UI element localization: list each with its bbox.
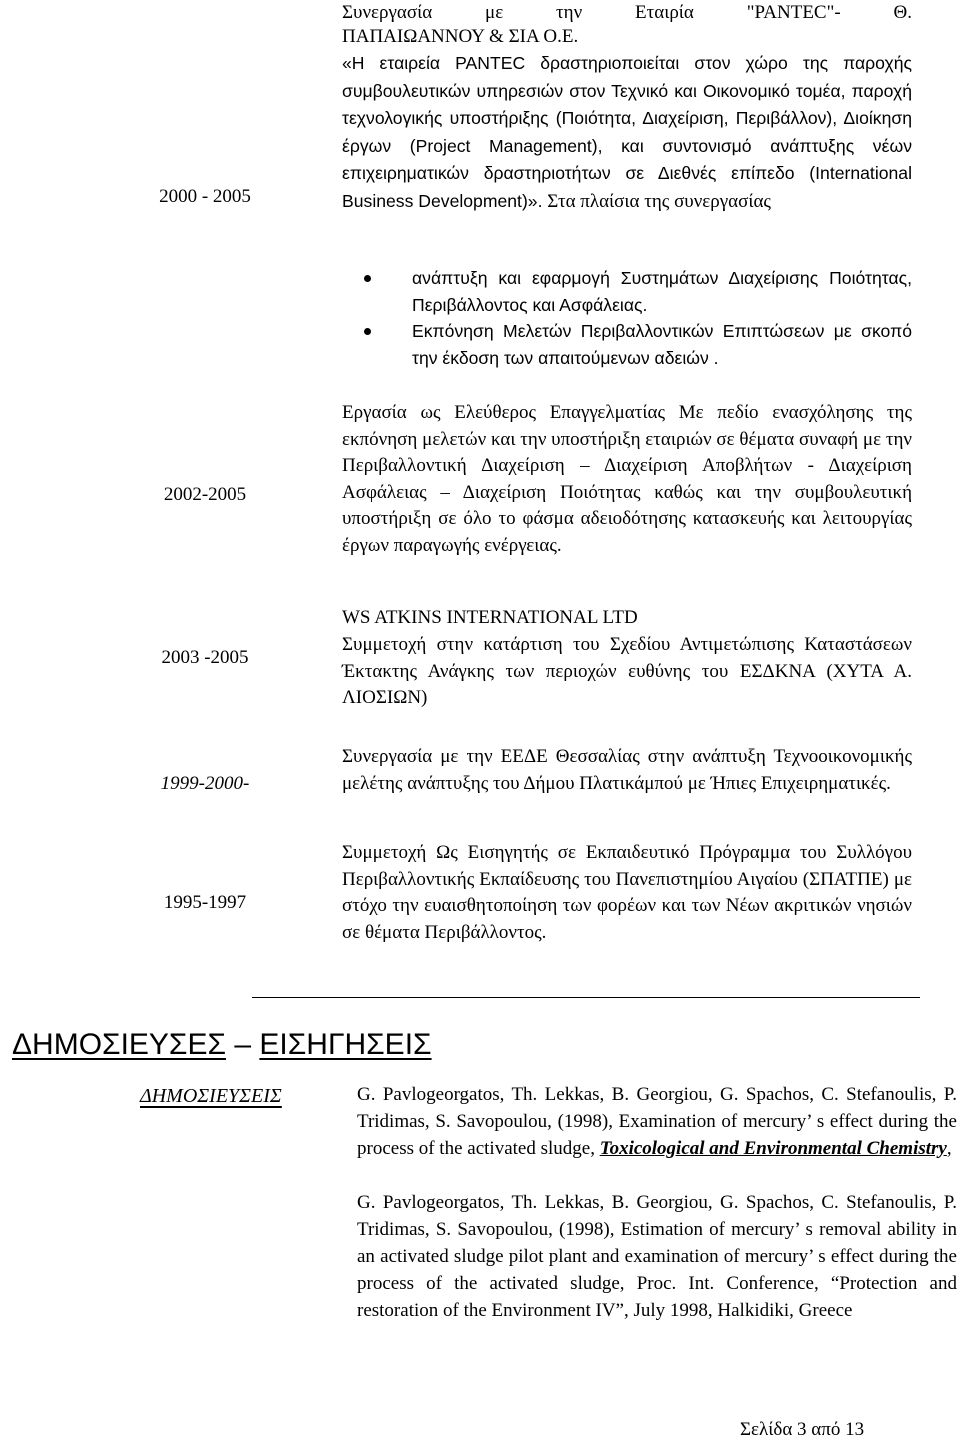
entry-bullets-pantec (342, 265, 912, 371)
entry-year-freelance: 2002-2005 (163, 484, 247, 505)
section-divider (252, 997, 920, 998)
entry-year-atkins: 2003 -2005 (161, 647, 249, 668)
publication-item (357, 1081, 957, 1162)
entry-text-eede: Συνεργασία με την ΕΕΔΕ Θεσσαλίας στην ανάπτυξη Τεχνοοικονομικής μελέτης ανάπτυξης του Δήμου Πλατικάμπού με Ήπιες Επιχειρηματικές. (342, 746, 912, 794)
publication-journal: Toxicological and Environmental Chemistry (599, 1138, 947, 1159)
entry-text-spatpe: Συμμετοχή Ως Εισηγητής σε Εκπαιδευτικό Πρόγραμμα του Συλλόγου Περιβαλλοντικής Εκπαίδευσης του Πανεπιστημίου Αιγαίου (ΣΠΑΤΠΕ) με στόχο την ευαισθητοποίηση των φορέων και των Νέων ακριτικών νησιών σε θέματα Περιβάλλοντος. (342, 842, 912, 943)
publication-authors-title: G. Pavlogeorgatos, Th. Lekkas, B. Georgiou, G. Spachos, C. Stefanoulis, P. Tridimas, S. Savopoulou, (1998), Examination of mercury’ s effect during the process of the activated sludge, (357, 1084, 957, 1159)
entry-year-eede: 1999-2000- (160, 773, 250, 794)
entry-text-atkins: Συμμετοχή στην κατάρτιση του Σχεδίου Αντιμετώπισης Καταστάσεων Έκτακτης Ανάγκης των περιοχών ευθύνης του ΕΣΔΚΝΑ (ΧΥΤΑ Α. ΛΙΟΣΙΩΝ) (342, 634, 912, 708)
publication-item (357, 1189, 957, 1324)
bullet-text: Εκπόνηση Μελετών Περιβαλλοντικών Επιπτώσεων με σκοπό την έκδοση των απαιτούμενων αδειών . (412, 321, 912, 368)
entry-header-pantec-line2: ΠΑΠΑΙΩΑΝΝΟΥ & ΣΙΑ Ο.Ε. (342, 26, 579, 47)
entry-description-pantec (342, 50, 912, 215)
publication-authors-title: G. Pavlogeorgatos, Th. Lekkas, B. Georgiou, G. Spachos, C. Stefanoulis, P. Tridimas, S. Savopoulou, (1998), Estimation of mercury’ s removal ability in an activated sludge pilot plant and examination of mercury’ s effect during the process of the activated sludge, Proc. Int. Conference, “Protection and restoration of the Environment IV”, July 1998, Halkidiki, Greece (357, 1192, 957, 1321)
entry-description-pantec-tail: Στα πλαίσια της συνεργασίας (542, 190, 771, 212)
section-heading-sep: – (226, 1028, 260, 1061)
page-number: Σελίδα 3 από 13 (740, 1419, 865, 1440)
list-item (342, 265, 912, 318)
publication-tail: , (946, 1138, 952, 1159)
publications-label: ΔΗΜΟΣΙΕΥΣΕΙΣ (140, 1085, 282, 1107)
bullet-icon (364, 328, 371, 335)
bullet-text: ανάπτυξη και εφαρμογή Συστημάτων Διαχείρισης Ποιότητας, Περιβάλλοντος και Ασφάλειας. (412, 268, 912, 315)
bullet-icon (364, 275, 371, 282)
entry-description-pantec-quote: «Η εταιρεία PANTEC δραστηριοποιείται στον χώρο της παροχής συμβουλευτικών υπηρεσιών στον Τεχνικό και Οικονομικό τομέα, παροχή τεχνολογικής υποστήριξης (Ποιότητα, Διαχείριση, Περιβάλλον), Διοίκηση έργων (Project Management), και συντονισμό ανάπτυξης νέων επιχειρηματικών δραστηριοτήτων σε Διεθνές επίπεδο (International Business Development)». (342, 53, 912, 211)
list-item (342, 318, 912, 371)
section-heading (12, 1026, 432, 1064)
entry-year-spatpe: 1995-1997 (163, 892, 247, 913)
entry-header-pantec-line1: Συνεργασία με την Εταιρία "PANTEC"- Θ. (342, 2, 912, 23)
entry-text-freelance: Εργασία ως Ελεύθερος Επαγγελματίας Με πεδίο ενασχόλησης της εκπόνηση μελετών και την υποστήριξη εταιριών σε θέματα συναφή με την Περιβαλλοντική Διαχείριση – Διαχείριση Αποβλήτων - Διαχείριση Ασφάλειας – Διαχείριση Ποιότητας καθώς και την συμβουλευτική υποστήριξη σε όλο το φάσμα αδειοδότησης κατασκευής και λειτουργίας έργων παραγωγής ενέργειας. (342, 402, 912, 556)
section-heading-part1: ΔΗΜΟΣΙΕΥΣΕΣ (12, 1028, 227, 1061)
section-heading-part2: ΕΙΣΗΓΗΣΕΙΣ (259, 1028, 432, 1061)
entry-year-pantec: 2000 - 2005 (159, 186, 251, 207)
entry-company-atkins: WS ATKINS INTERNATIONAL LTD (342, 607, 638, 628)
